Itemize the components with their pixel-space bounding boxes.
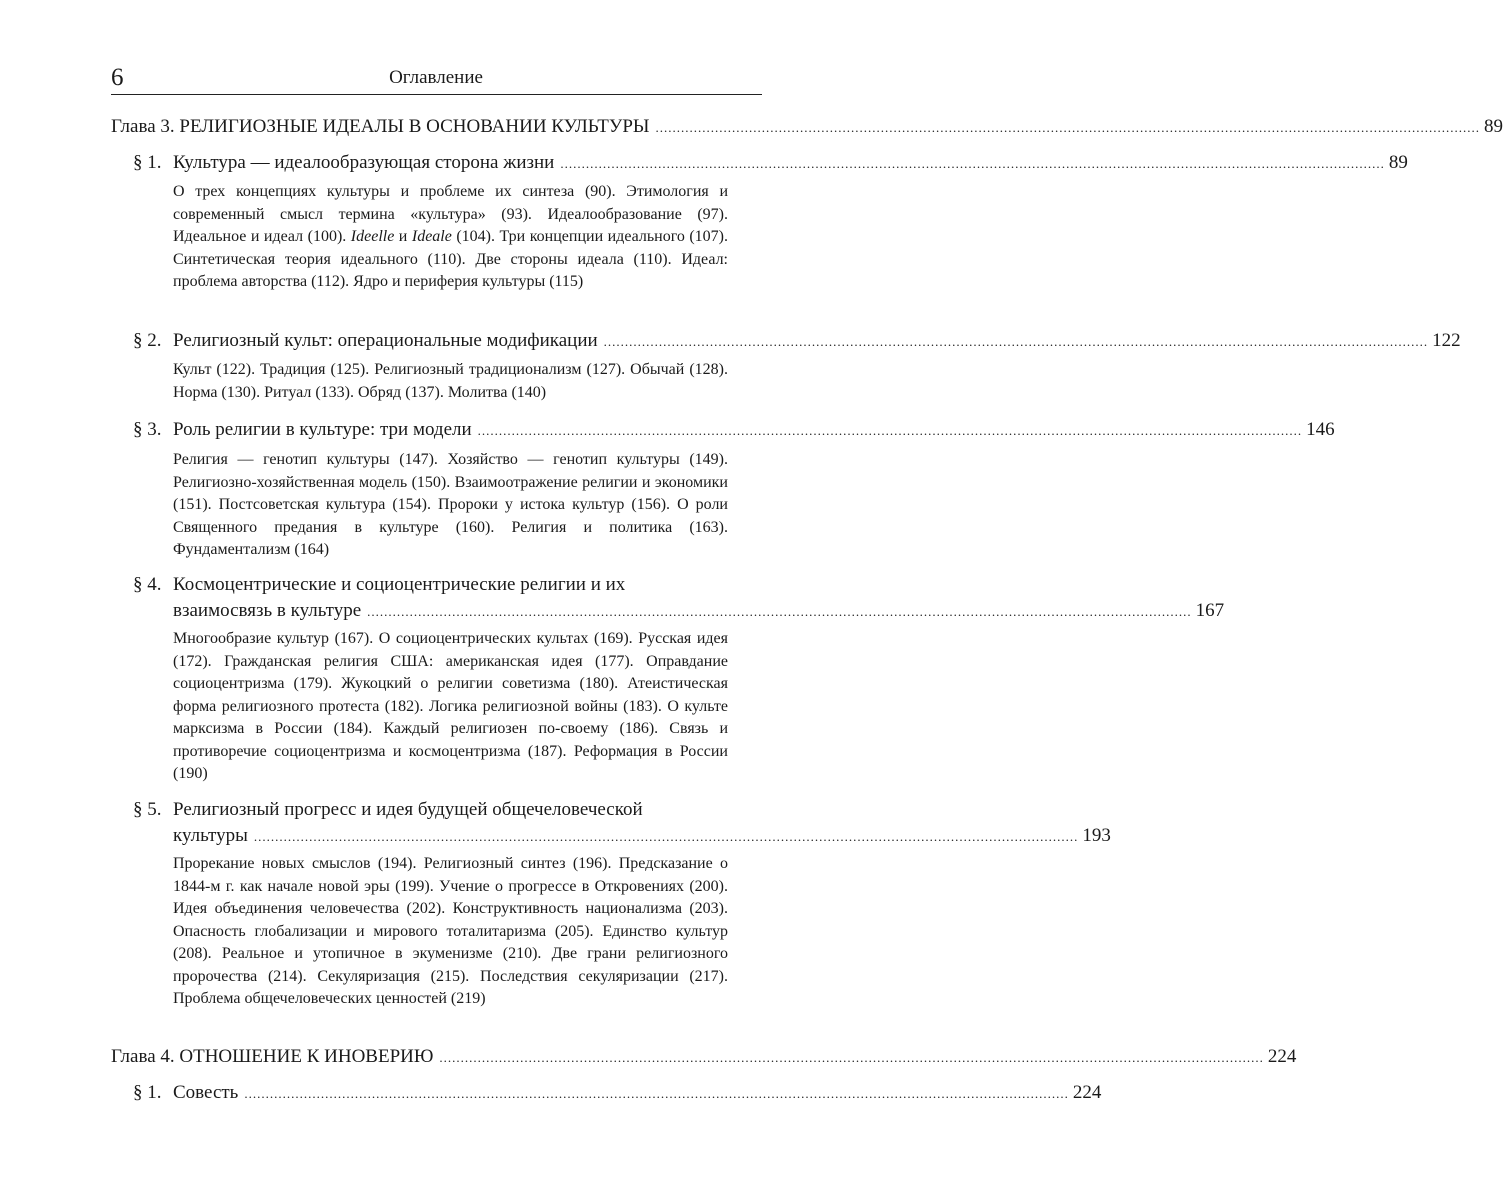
leader-dots: .................................................................................................................................................................................................. [439, 1050, 1264, 1065]
page-number: 6 [111, 64, 124, 91]
page-ref: 89 [1388, 152, 1408, 173]
section-subtopics: Религия — генотип культуры (147). Хозяйство — генотип культуры (149). Религиозно-хозяйственная модель (150). Взаимоотражение религии и экономики (151). Постсоветская культура (154). Пророки у истока культур (156). О роли Священного предания в культуре (160). Религия и политика (163). Фундаментализм (164) [173, 451, 728, 558]
chapter-title: Глава 3. РЕЛИГИОЗНЫЕ ИДЕАЛЫ В ОСНОВАНИИ КУЛЬТУРЫ [111, 116, 650, 137]
toc-section[interactable] [133, 151, 1408, 176]
leader-dots: .................................................................................................................................................................................................. [367, 604, 1192, 619]
section-subtopics: Культ (122). Традиция (125). Религиозный традиционализм (127). Обычай (128). Норма (130). Ритуал (133). Обряд (137). Молитва (140) [173, 361, 728, 401]
leader-dots: .................................................................................................................................................................................................. [560, 156, 1385, 171]
leader-dots: .................................................................................................................................................................................................. [655, 120, 1480, 135]
section-title-line-2: культуры [173, 825, 248, 846]
header-rule [111, 94, 762, 95]
leader-dots: .................................................................................................................................................................................................. [244, 1086, 1069, 1101]
section-number: § 4. [133, 574, 162, 595]
section-title: Религиозный культ: операциональные модификации [173, 330, 598, 351]
italic-term: Ideelle [350, 228, 395, 245]
leader-dots: .................................................................................................................................................................................................. [477, 423, 1303, 438]
section-subtopics: Прорекание новых смыслов (194). Религиозный синтез (196). Предсказание о 1844-м г. как начале новой эры (199). Учение о прогрессе в Откровениях (200). Идея объединения человечества (202). Конструктивность национализма (203). Опасность глобализации и мирового тоталитаризма (205). Единство культур (208). Реальное и утопичное в экуменизме (210). Две грани религиозного пророчества (214). Секуляризация (215). Последствия секуляризации (217). Проблема общечеловеческих ценностей (219) [173, 855, 728, 1007]
section-title: Роль религии в культуре: три модели [173, 419, 472, 440]
chapter-title: Глава 4. ОТНОШЕНИЕ К ИНОВЕРИЮ [111, 1046, 434, 1067]
section-number: § 1. [133, 152, 162, 173]
toc-section[interactable] [133, 572, 1225, 625]
toc-section[interactable] [133, 1081, 1102, 1106]
italic-term: Ideale [411, 228, 452, 245]
page-ref: 146 [1306, 419, 1335, 440]
section-number: § 3. [133, 419, 162, 440]
page-ref: 193 [1082, 825, 1111, 846]
section-subtopics: Многообразие культур (167). О социоцентрических культах (169). Русская идея (172). Гражданская религия США: американская идея (177). Оправдание социоцентризма (179). Жукоцкий о религии советизма (180). Атеистическая форма религиозного протеста (182). Логика религиозной войны (183). О культе марксизма в России (184). Каждый религиозен по-своему (186). Связь и противоречие социоцентризма и космоцентризма (187). Реформация в России (190) [173, 630, 728, 782]
page-ref: 89 [1483, 116, 1503, 137]
section-title-line-1: Религиозный прогресс и идея будущей общечеловеческой [173, 799, 643, 820]
page-ref: 224 [1072, 1082, 1102, 1103]
running-head: Оглавление [389, 67, 483, 88]
section-number: § 1. [133, 1082, 162, 1103]
section-subtopics: О трех концепциях культуры и проблеме их синтеза (90). Этимология и современный смысл термина «культура» (93). Идеалообразование (97). Идеальное и идеал (100). Ideelle и Ideale (104). Три концепции идеального (107). Синтетическая теория идеального (110). Две стороны идеала (110). Идеал: проблема авторства (112). Ядро и периферия культуры (115) [173, 183, 729, 290]
section-title: Совесть [173, 1082, 239, 1103]
leader-dots: .................................................................................................................................................................................................. [253, 829, 1079, 844]
section-number: § 2. [133, 330, 162, 351]
section-number: § 5. [133, 799, 162, 820]
toc-section[interactable] [133, 329, 1461, 354]
section-title: Культура — идеалообразующая сторона жизни [173, 152, 555, 173]
page-ref: 167 [1195, 600, 1225, 621]
section-title-line-2: взаимосвязь в культуре [173, 600, 362, 621]
leader-dots: .................................................................................................................................................................................................. [603, 334, 1429, 349]
toc-section[interactable] [133, 418, 1335, 443]
toc-chapter-4[interactable] [111, 1045, 1297, 1070]
toc-chapter-3[interactable] [111, 115, 1503, 140]
toc-section[interactable] [133, 797, 1111, 850]
page-ref: 224 [1267, 1046, 1297, 1067]
section-title-line-1: Космоцентрические и социоцентрические религии и их [173, 574, 626, 595]
page-ref: 122 [1432, 330, 1461, 351]
